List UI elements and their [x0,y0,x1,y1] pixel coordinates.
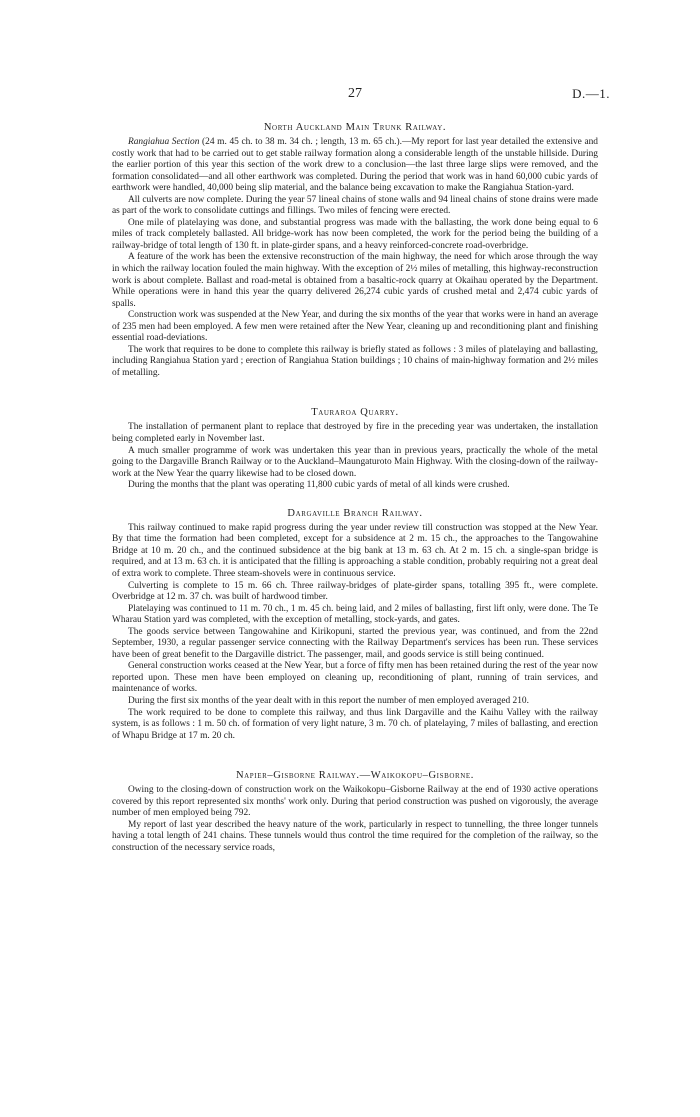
document-page [112,86,610,854]
paragraph: A much smaller programme of work was undertaken this year than in previous years, practically the whole of the metal going to the Dargaville Branch Railway or to the Auckland–Maungaturoto Main Highway. With the closing-down of the railway-work at the New Year the quarry likewise had to be closed down. [112,445,598,479]
section-title-tauraroa-quarry: Tauraroa Quarry. [311,407,399,419]
section-title-dargaville-branch: Dargaville Branch Railway. [287,507,423,519]
paragraph: Culverting is complete to 15 m. 66 ch. Three railway-bridges of plate-girder spans, totalling 395 ft., were complete. Overbridge at 12 m. 37 ch. was built of hardwood timber. [112,580,598,603]
paragraph: General construction works ceased at the New Year, but a force of fifty men has been retained during the rest of the year now reported upon. These men have been employed on cleaning up, reconditioning of plant, running of train services, and maintenance of works. [112,661,598,695]
document-reference: D.—1. [572,86,610,101]
paragraph: The installation of permanent plant to replace that destroyed by fire in the preceding year was undertaken, the installation being completed early in November last. [112,422,598,445]
paragraph: During the first six months of the year dealt with in this report the number of men employed averaged 210. [128,695,529,706]
paragraph: This railway continued to make rapid progress during the year under review till construction was stopped at the New Year. By that time the formation had been completed, except for a subsidence at 2 m. 15 ch., the approaches to the Tangowahine Bridge at 10 m. 20 ch., and the continued subsidence at the big bank at 13 m. 63 ch. At 2 m. 15 ch. a single-span bridge is required, and at 13 m. 63 ch. it is anticipated that the filling is approaching a stable condition, probably requiring not a great deal of extra work to complete. Three steam-shovels were in continuous service. [112,522,598,579]
paragraph: During the months that the plant was operating 11,800 cubic yards of metal of all kinds were crushed. [128,480,510,491]
section-title-napier-gisborne: Napier–Gisborne Railway.—Waikokopu–Gisborne. [235,770,475,782]
page-header [112,86,610,106]
paragraph: The goods service between Tangowahine and Kirikopuni, started the previous year, was continued, and from the 22nd September, 1930, a regular passenger service connecting with the Railway Department's services has been run. These services have been of great benefit to the Dargaville district. The passenger, mail, and goods service is still being continued. [112,626,598,660]
paragraph: One mile of platelaying was done, and substantial progress was made with the ballasting, the work done being equal to 6 miles of track completely ballasted. All bridge-work has now been completed, the work for the period being the building of a railway-bridge of total length of 130 ft. in plate-girder spans, and a heavy reinforced-concrete road-overbridge. [112,217,598,251]
page-number: 27 [348,86,362,101]
section-title-north-auckland: North Auckland Main Trunk Railway. [263,122,447,133]
paragraph: The work required to be done to complete this railway, and thus link Dargaville and the Kaihu Valley with the railway system, is as follows : 1 m. 50 ch. of formation of very light nature, 3 m. 70 ch. of platelaying, 7 miles of ballasting, and erection of Whapu Bridge at 17 m. 20 ch. [112,707,598,741]
paragraph: All culverts are now complete. During the year 57 lineal chains of stone walls and 94 lineal chains of stone drains were made as part of the work to consolidate cuttings and fillings. Two miles of fencing were erected. [112,194,598,217]
paragraph: Construction work was suspended at the New Year, and during the six months of the year that works were in hand an average of 235 men had been employed. A few men were retained after the New Year, cleaning up and reconditioning plant and finishing essential road-deviations. [112,310,598,344]
paragraph: Platelaying was continued to 11 m. 70 ch., 1 m. 45 ch. being laid, and 2 miles of ballasting, first lift only, were done. The Te Wharau Station yard was completed, with the exception of metalling, stock-yards, and gates. [112,603,598,626]
paragraph: A feature of the work has been the extensive reconstruction of the main highway, the need for which arose through the way in which the railway location fouled the main highway. With the exception of 2½ miles of metalling, this highway-reconstruction work is about complete. Ballast and road-metal is obtained from a basaltic-rock quarry at Okaihau operated by the Department. While operations were in hand this year the quarry delivered 26,274 cubic yards of crushed metal and 2,474 cubic yards of spalls. [112,252,598,309]
paragraph-lead: Rangiahua Section [128,137,200,147]
paragraph: My report of last year described the heavy nature of the work, particularly in respect to tunnelling, the three longer tunnels having a total length of 241 chains. These tunnels would thus control the time required for the completion of the railway, so the construction of the necessary service roads, [112,819,598,853]
paragraph: The work that requires to be done to complete this railway is briefly stated as follows : 3 miles of platelaying and ballasting, including Rangiahua Station yard ; erection of Rangiahua Station buildings ; 10 chains of main-highway formation and 2½ miles of metalling. [112,344,598,378]
paragraph: Rangiahua Section (24 m. 45 ch. to 38 m. 34 ch. ; length, 13 m. 65 ch.).—My report for last year detailed the extensive and costly work that had to be carried out to get stable railway formation along a considerable length of the unstable hillside. During the earlier portion of this year this section of the work drew to a conclusion—the last three large slips were removed, and the formation consolidated—and all other earthwork was completed. During the period that work was in hand 60,000 cubic yards of earthwork were handled, 40,000 being slip material, and the balance being excavation to make the Rangiahua Station-yard. [112,137,598,194]
paragraph: Owing to the closing-down of construction work on the Waikokopu–Gisborne Railway at the end of 1930 active operations covered by this report represented six months' work only. During that period construction was pushed on vigorously, the average number of men employed being 792. [112,785,598,819]
